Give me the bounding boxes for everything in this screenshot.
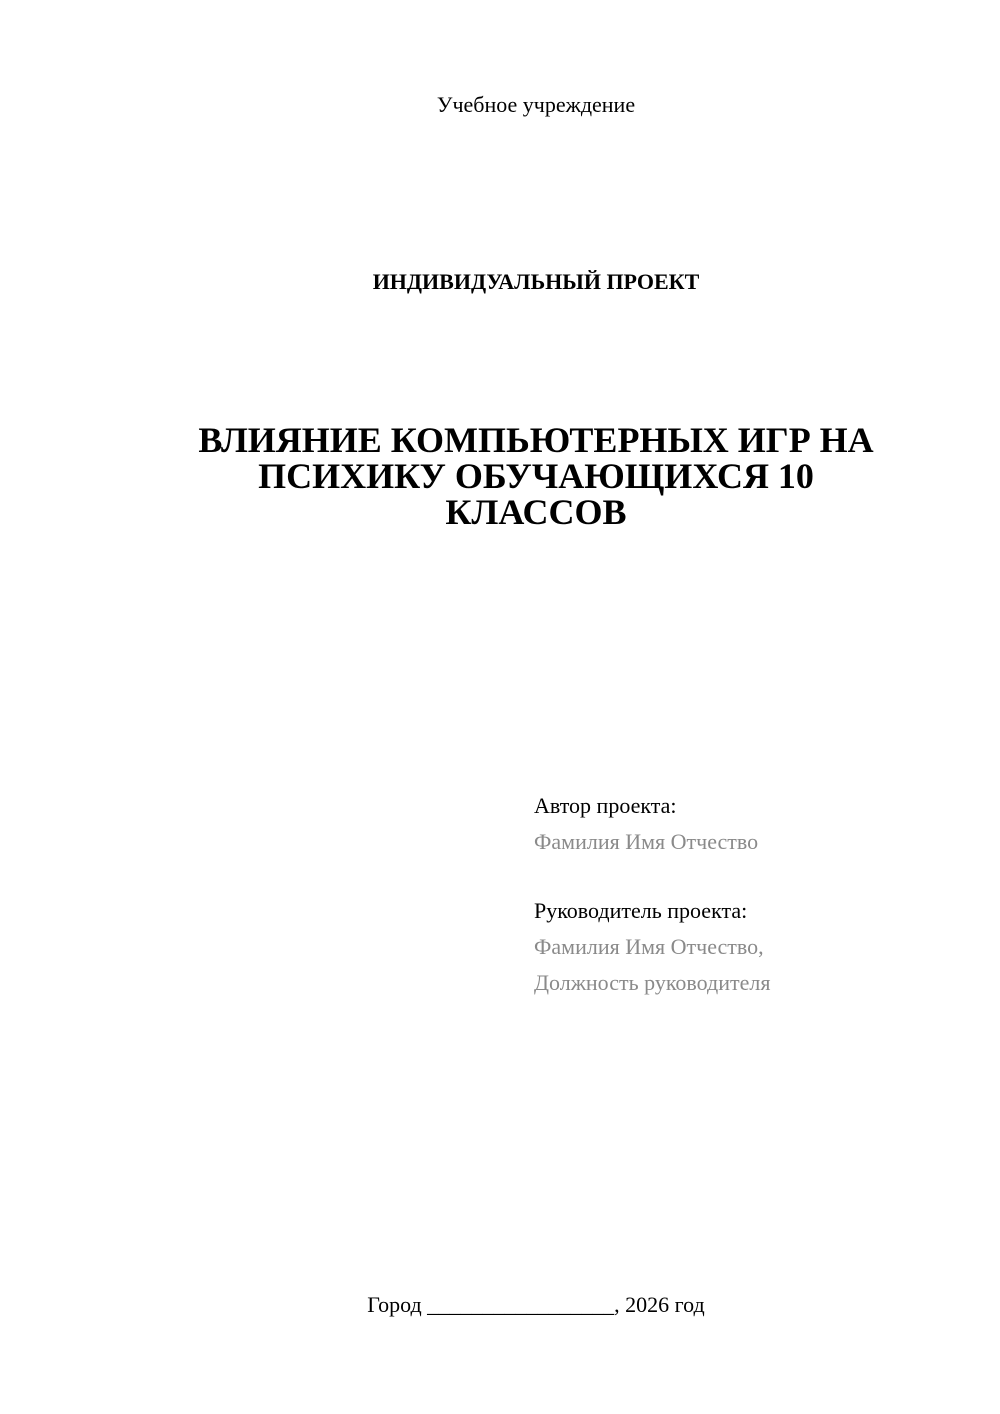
supervisor-label: Руководитель проекта:	[534, 898, 748, 923]
supervisor-block	[534, 893, 974, 1001]
author-name: Фамилия Имя Отчество	[534, 829, 759, 854]
supervisor-position: Должность руководителя	[534, 970, 771, 995]
project-title-line-1: ВЛИЯНИЕ КОМПЬЮТЕРНЫХ ИГР НА	[198, 420, 874, 460]
supervisor-name: Фамилия Имя Отчество,	[534, 934, 764, 959]
author-label: Автор проекта:	[534, 793, 677, 818]
project-title-line-2: ПСИХИКУ ОБУЧАЮЩИХСЯ 10	[258, 456, 814, 496]
project-title-line-3: КЛАССОВ	[445, 492, 627, 532]
institution-name: Учебное учреждение	[436, 92, 636, 117]
project-title	[140, 422, 932, 530]
document-type: ИНДИВИДУАЛЬНЫЙ ПРОЕКТ	[372, 269, 700, 294]
author-block	[534, 788, 974, 860]
city-year-line: Город _________________, 2026 год	[367, 1292, 705, 1317]
